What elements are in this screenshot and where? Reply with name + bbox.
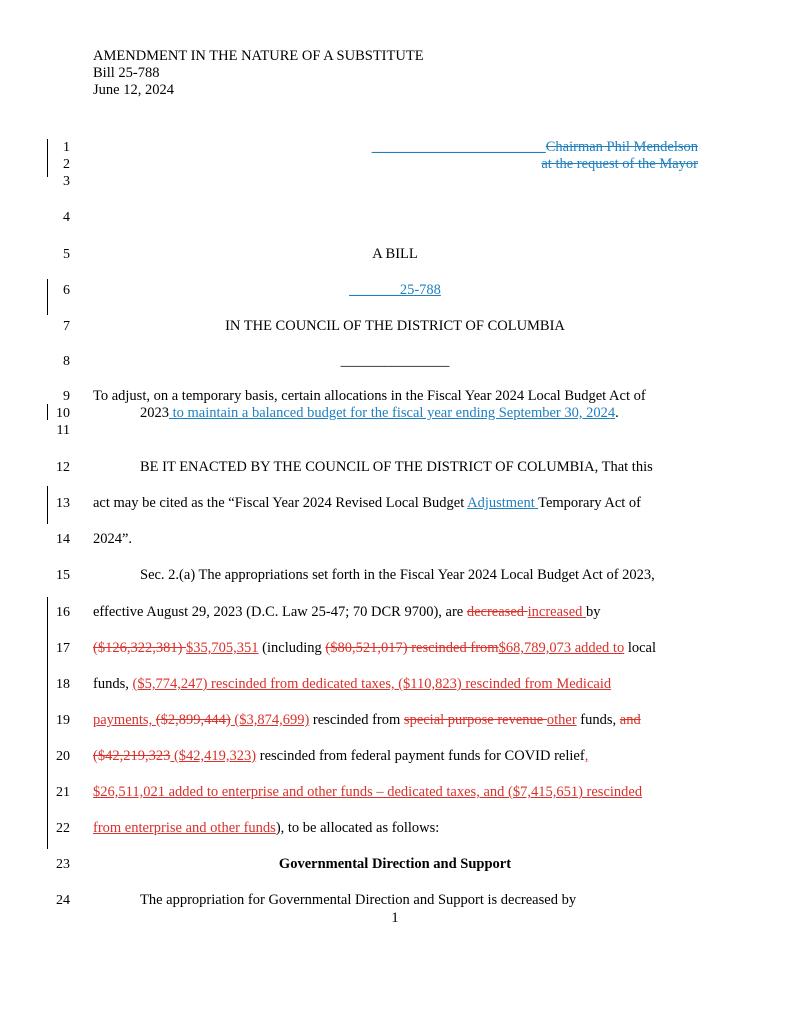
deletion: ($126,322,381)	[93, 640, 187, 656]
citation-year: 2024”.	[93, 531, 133, 547]
section-2-intro: Sec. 2.(a) The appropriations set forth in the Fiscal Year 2024 Local Budget Act of 2023,	[140, 567, 655, 583]
line-number: 20	[56, 749, 70, 764]
insertion: other	[546, 712, 577, 728]
text-span: ), to be allocated as follows:	[275, 820, 440, 836]
line-number: 19	[56, 713, 70, 728]
line-number: 18	[56, 677, 70, 692]
line-18-text	[93, 676, 611, 693]
line-number: 3	[63, 174, 70, 189]
line-number: 2	[63, 157, 70, 172]
page-number: 1	[391, 910, 399, 926]
line-number: 7	[63, 319, 70, 334]
text-span: funds,	[93, 676, 133, 692]
line-number: 8	[63, 354, 70, 369]
bill-number-blank: _______	[349, 282, 400, 298]
purpose-period: .	[615, 405, 619, 421]
line-19-text	[93, 712, 641, 729]
line-16-text	[93, 604, 601, 621]
council-heading: IN THE COUNCIL OF THE DISTRICT OF COLUMBIA	[225, 318, 565, 334]
line-number: 4	[63, 210, 70, 225]
text-span: local	[624, 640, 657, 656]
line-17-text	[93, 640, 656, 657]
line-number: 5	[63, 247, 70, 262]
line-number: 22	[56, 821, 70, 836]
citation-line	[93, 495, 641, 512]
separator-line: _______________	[340, 353, 450, 369]
sponsor-line-1	[372, 139, 698, 156]
purpose-line-1: To adjust, on a temporary basis, certain allocations in the Fiscal Year 2024 Local Budget Act of	[93, 388, 646, 404]
line-number: 21	[56, 785, 70, 800]
sponsor-name: Chairman Phil Mendelson	[545, 139, 698, 155]
deletion: ($80,521,017) rescinded from	[325, 640, 499, 656]
line-number: 13	[56, 496, 70, 511]
deletion: ($2,899,444)	[155, 712, 231, 728]
line-number: 15	[56, 568, 70, 583]
text-span: rescinded from	[309, 712, 404, 728]
insertion: ($5,774,247) rescinded from dedicated taxes, ($110,823) rescinded from Medicaid	[132, 676, 612, 692]
change-bar	[47, 597, 48, 849]
insertion: ($42,419,323)	[170, 748, 257, 764]
insertion: increased	[527, 604, 587, 620]
amendment-title: AMENDMENT IN THE NATURE OF A SUBSTITUTE	[93, 48, 424, 64]
deletion: special purpose revenue	[403, 712, 547, 728]
change-bar	[47, 486, 48, 524]
insertion: payments,	[93, 712, 156, 728]
sponsor-blank: ________________________	[371, 139, 546, 155]
sponsor-request: at the request of the Mayor	[541, 156, 698, 172]
enacting-clause: BE IT ENACTED BY THE COUNCIL OF THE DISTRICT OF COLUMBIA, That this	[140, 459, 653, 475]
insertion: $68,789,073 added to	[498, 640, 625, 656]
insertion: $26,511,021 added to enterprise and other funds – dedicated taxes, and ($7,415,651) rescinded	[93, 784, 643, 800]
line-number: 17	[56, 641, 70, 656]
text-span: rescinded from federal payment funds for COVID relief	[256, 748, 585, 764]
a-bill-heading: A BILL	[372, 246, 418, 262]
line-number: 23	[56, 857, 70, 872]
citation-text-end: Temporary Act of	[538, 495, 641, 511]
deletion: ($42,219,323	[93, 748, 171, 764]
insertion: from enterprise and other funds	[93, 820, 276, 836]
text-span: effective August 29, 2023 (D.C. Law 25-47; 70 DCR 9700), are	[93, 604, 467, 620]
purpose-line-2	[140, 405, 619, 422]
bill-number-value: 25-788	[399, 282, 441, 298]
purpose-insertion: to maintain a balanced budget for the fiscal year ending September 30, 2024	[169, 405, 616, 421]
line-number: 14	[56, 532, 70, 547]
line-21-text	[93, 784, 642, 801]
change-bar	[47, 139, 48, 177]
line-number: 24	[56, 893, 70, 908]
deletion: decreased	[466, 604, 528, 620]
insertion: $35,705,351	[186, 640, 259, 656]
line-24-text: The appropriation for Governmental Direction and Support is decreased by	[140, 892, 577, 908]
line-20-text	[93, 748, 588, 765]
insertion: ($3,874,699)	[230, 712, 310, 728]
text-span: by	[586, 604, 601, 620]
text-span: (including	[258, 640, 326, 656]
line-number: 11	[56, 423, 70, 438]
purpose-year: 2023	[140, 405, 169, 421]
citation-insertion: Adjustment	[467, 495, 539, 511]
line-number: 10	[56, 406, 70, 421]
deletion: and	[619, 712, 641, 728]
line-number: 1	[63, 140, 70, 155]
bill-number	[92, 282, 698, 299]
change-bar	[47, 279, 48, 315]
line-number: 12	[56, 460, 70, 475]
line-number: 16	[56, 605, 70, 620]
line-22-text	[93, 820, 439, 837]
text-span: funds,	[576, 712, 620, 728]
amendment-date: June 12, 2024	[93, 82, 174, 98]
citation-text: act may be cited as the “Fiscal Year 2024 Revised Local Budget	[93, 495, 468, 511]
change-bar	[47, 404, 48, 420]
bill-id: Bill 25-788	[93, 65, 160, 81]
sponsor-line-2	[541, 156, 698, 173]
insertion: ,	[584, 748, 589, 764]
line-number: 9	[63, 389, 70, 404]
line-number: 6	[63, 283, 70, 298]
section-heading: Governmental Direction and Support	[278, 856, 512, 872]
